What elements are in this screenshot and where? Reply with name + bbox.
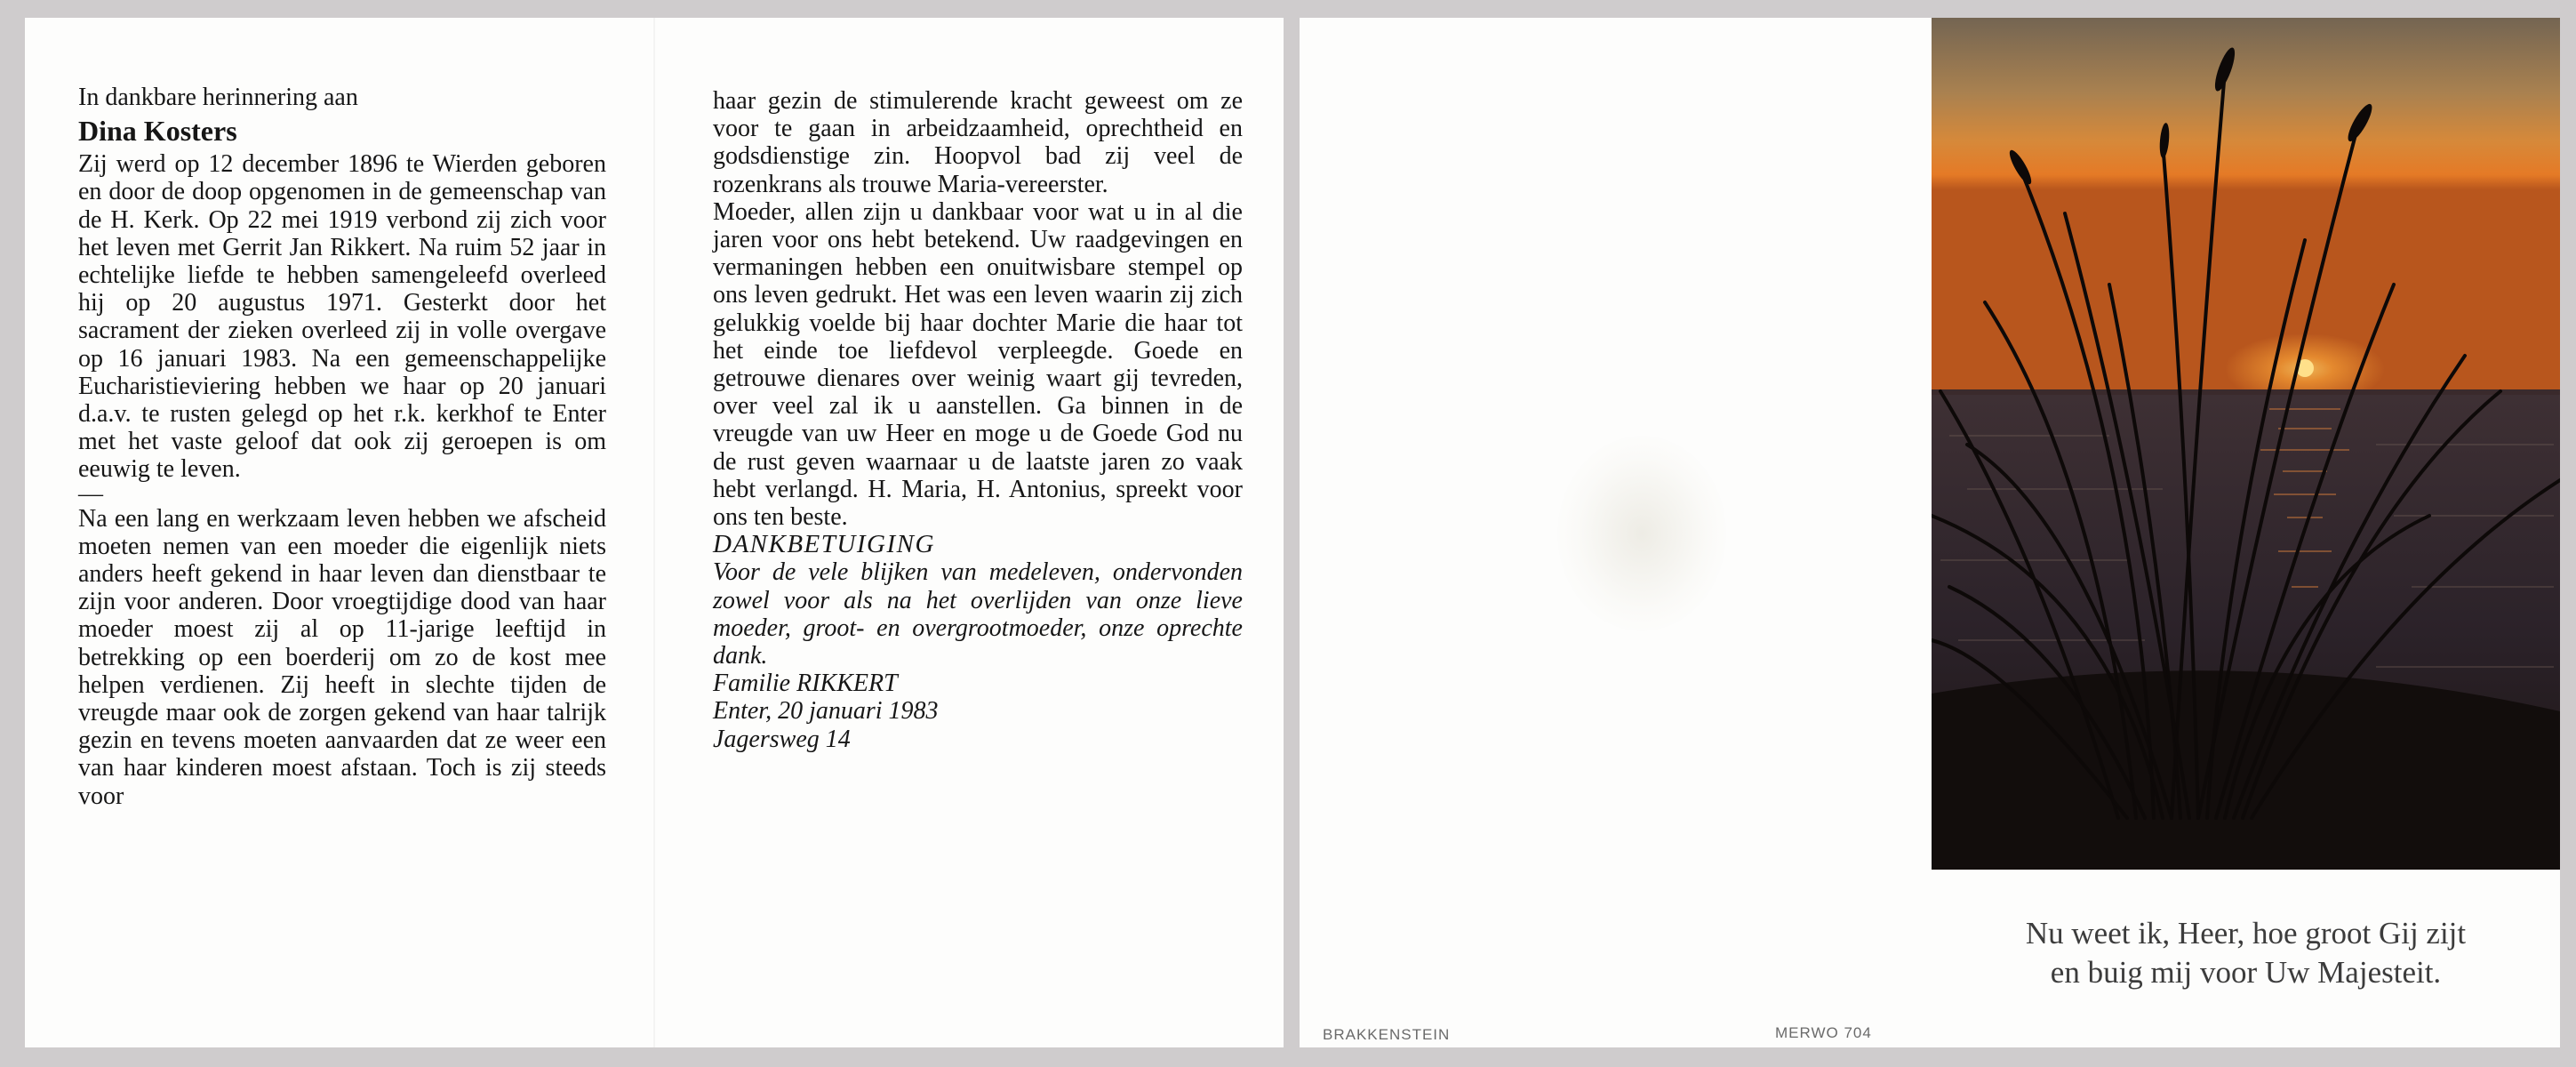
address-paragraph: Moeder, allen zijn u dankbaar voor wat u in al die jaren voor ons hebt betekend. Uw raadgevingen en vermaningen hebben een onuitwisbare stempel op ons leven gedrukt. Het was een leven waarin zij zich gelukkig voelde bij haar dochter Marie die haar tot het einde toe liefdevol verpleegde. Goede en getrouwe dienares over weinig waart gij tevreden, over veel zal ik u aanstellen. Ga binnen in de vreugde van uw Heer en moge u de Goede God nu de rust geven waarnaar u de laatste jaren zo vaak hebt verlangd. H. Maria, H. Antonius, spreekt voor ons ten beste. — [713, 197, 1243, 532]
prayer-caption — [1932, 870, 2560, 992]
fold-line — [653, 18, 655, 1047]
left-text-column — [78, 84, 606, 810]
caption-line-1: Nu weet ik, Heer, hoe groot Gij zijt — [2025, 916, 2467, 951]
caption-line-2: en buig mij voor Uw Majesteit. — [2050, 955, 2442, 990]
thanks-heading: DANKBETUIGING — [713, 530, 935, 559]
thanks-signature: Familie RIKKERT — [713, 670, 898, 698]
paper-stain — [1557, 436, 1726, 631]
thanks-text: Voor de vele blijken van medeleven, ondervonden zowel voor als na het overlijden van onze lieve moeder, groot- en overgrootmoeder, onze oprechte dank. — [713, 558, 1243, 670]
life-paragraph: Na een lang en werkzaam leven hebben we afscheid moeten nemen van een moeder die eigenlijk niets anders heeft gekend in haar leven dan dienstbaar te zijn voor anderen. Door vroegtijdige dood van haar moeder moest zij al op 11-jarige leeftijd in betrekking op een boerderij om zo de kost mee helpen verdienen. Zij heeft in slechte tijden de vreugde maar ook de zorgen gekend van haar talrijk gezin en tevens moeten aanvaarden dat ze weer een van haar kinderen moest afstaan. Toch is zij steeds voor — [78, 504, 606, 810]
biography-paragraph: Zij werd op 12 december 1896 te Wierden geboren en door de doop opgenomen in de gemeenschap van de H. Kerk. Op 22 mei 1919 verbond zij zich voor het leven met Gerrit Jan Rikkert. Na ruim 52 jaar in echtelijke liefde te hebben samengeleefd overleed hij op 20 augustus 1971. Gesterkt door het sacrament der zieken overleed zij in volle overgave op 16 januari 1983. Na een gemeenschappelijke Eucharistieviering hebben we haar op 20 januari d.a.v. te rusten gelegd op het r.k. kerkhof te Enter met het vaste geloof dat ook zij geroepen is om eeuwig te leven. — [78, 150, 606, 484]
print-code-label: MERWO 704 — [1775, 1024, 1872, 1041]
place-date: Enter, 20 januari 1983 — [713, 697, 939, 726]
intro-line: In dankbare herinnering aan — [78, 84, 358, 111]
memorial-card-outside — [1300, 18, 2560, 1047]
sunset-illustration — [1932, 18, 2560, 870]
deceased-name: Dina Kosters — [78, 115, 237, 148]
separator-dash: — — [78, 479, 103, 508]
street-address: Jagersweg 14 — [713, 725, 851, 753]
sunset-reeds-photo — [1932, 18, 2560, 870]
continued-paragraph: haar gezin de stimulerende kracht geweest om ze voor te gaan in arbeidzaamheid, oprechtheid en godsdienstige zin. Hoopvol bad zij veel de rozenkrans als trouwe Maria-vereerster. — [713, 87, 1243, 198]
publisher-label: BRAKKENSTEIN — [1323, 1026, 1451, 1043]
right-text-column — [713, 87, 1243, 753]
memorial-card-inside — [25, 18, 1284, 1047]
